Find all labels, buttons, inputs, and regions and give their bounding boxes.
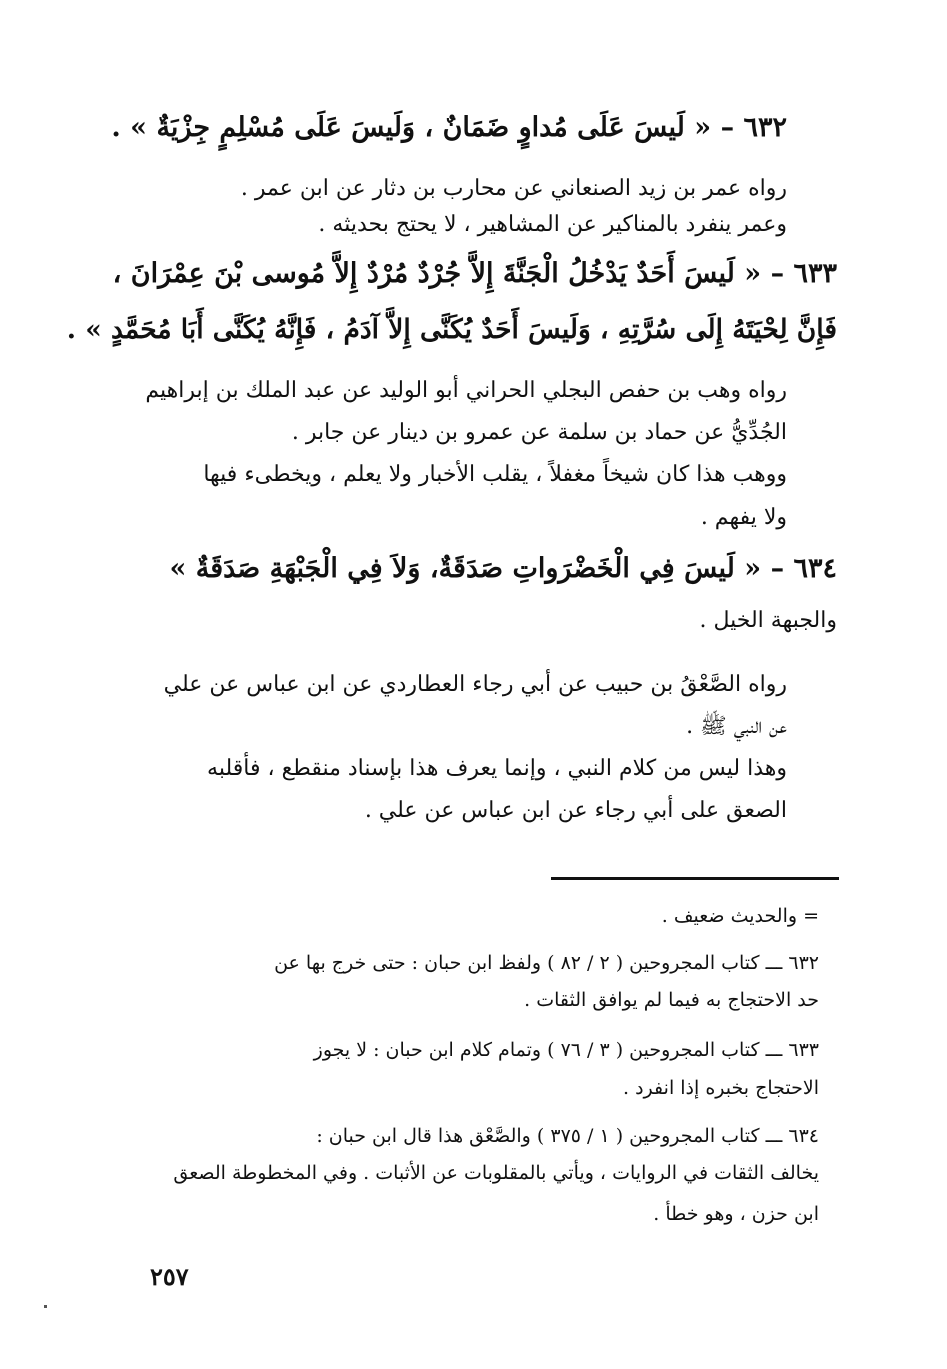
footnote-634-line-2: يخالف الثقات في الروايات ، ويأتي بالمقلوبات عن الأثبات . وفي المخطوطة الصعق [173, 1162, 819, 1184]
note-634-line-3: وهذا ليس من كلام النبي ، وإنما يعرف هذا بإسناد منقطع ، فأقلبه [207, 756, 787, 781]
gloss-634: والجبهة الخيل . [699, 608, 837, 633]
footnote-633-line-2: الاحتجاج بخبره إذا انفرد . [623, 1077, 819, 1099]
note-633-line-4: ولا يفهم . [700, 505, 787, 530]
footnote-separator [551, 877, 839, 880]
hadith-634-line-1: ٦٣٤ – « لَيسَ فِي الْخَضْرَواتِ صَدَقَةٌ، وَلاَ فِي الْجَبْهَةِ صَدَقَةٌ » [169, 553, 837, 584]
scan-speck [44, 1305, 47, 1308]
footnote-continuation: = والحديث ضعيف . [661, 905, 819, 927]
hadith-633-line-1: ٦٣٣ – « لَيسَ أَحَدٌ يَدْخُلُ الْجَنَّةَ إِلاَّ جُرْدٌ مُرْدٌ إِلاَّ مُوسى بْنَ عِمْرَانَ ، [112, 258, 837, 289]
note-633-line-3: ووهب هذا كان شيخاً مغفلاً ، يقلب الأخبار ولا يعلم ، ويخطىء فيها [203, 462, 787, 487]
hadith-632-line-1: ٦٣٢ – « لَيسَ عَلَى مُداوٍ ضَمَانٌ ، وَلَيسَ عَلَى مُسْلِمٍ جِزْيَةٌ » . [111, 112, 787, 143]
note-634-line-2: عن النبي ﷺ . [686, 714, 787, 739]
hadith-633-line-2: فَإِنَّ لِحْيَتَهُ إِلَى سُرَّتِهِ ، وَلَيسَ أَحَدٌ يُكَنَّى إِلاَّ آدَمُ ، فَإِنَّهُ يُكَنَّى أَبَا مُحَمَّدٍ » . [66, 314, 837, 345]
page-number: ٢٥٧ [150, 1262, 189, 1291]
note-633-line-1: رواه وهب بن حفص البجلي الحراني أبو الوليد عن عبد الملك بن إبراهيم [145, 378, 787, 403]
footnote-632-line-1: ٦٣٢ ـــ كتاب المجروحين ( ٢ / ٨٢ ) ولفظ ابن حبان : حتى خرج بها عن [274, 952, 819, 974]
footnote-632-line-2: حد الاحتجاج به فيما لم يوافق الثقات . [524, 989, 819, 1011]
footnote-634-line-1: ٦٣٤ ـــ كتاب المجروحين ( ١ / ٣٧٥ ) والصَّعْق هذا قال ابن حبان : [316, 1125, 819, 1147]
note-634-line-1: رواه الصَّعْقُ بن حبيب عن أبي رجاء العطاردي عن ابن عباس عن علي [163, 672, 787, 697]
note-633-line-2: الجُدِّيُّ عن حماد بن سلمة عن عمرو بن دينار عن جابر . [291, 420, 787, 445]
note-632-line-1: رواه عمر بن زيد الصنعاني عن محارب بن دثار عن ابن عمر . [240, 176, 787, 201]
note-634-line-4: الصعق على أبي رجاء عن ابن عباس عن علي . [364, 798, 787, 823]
note-632-line-2: وعمر ينفرد بالمناكير عن المشاهير ، لا يحتج بحديثه . [318, 212, 787, 237]
footnote-633-line-1: ٦٣٣ ـــ كتاب المجروحين ( ٣ / ٧٦ ) وتمام كلام ابن حبان : لا يجوز [313, 1039, 819, 1061]
footnote-634-line-3: ابن حزن ، وهو خطأ . [653, 1203, 819, 1225]
